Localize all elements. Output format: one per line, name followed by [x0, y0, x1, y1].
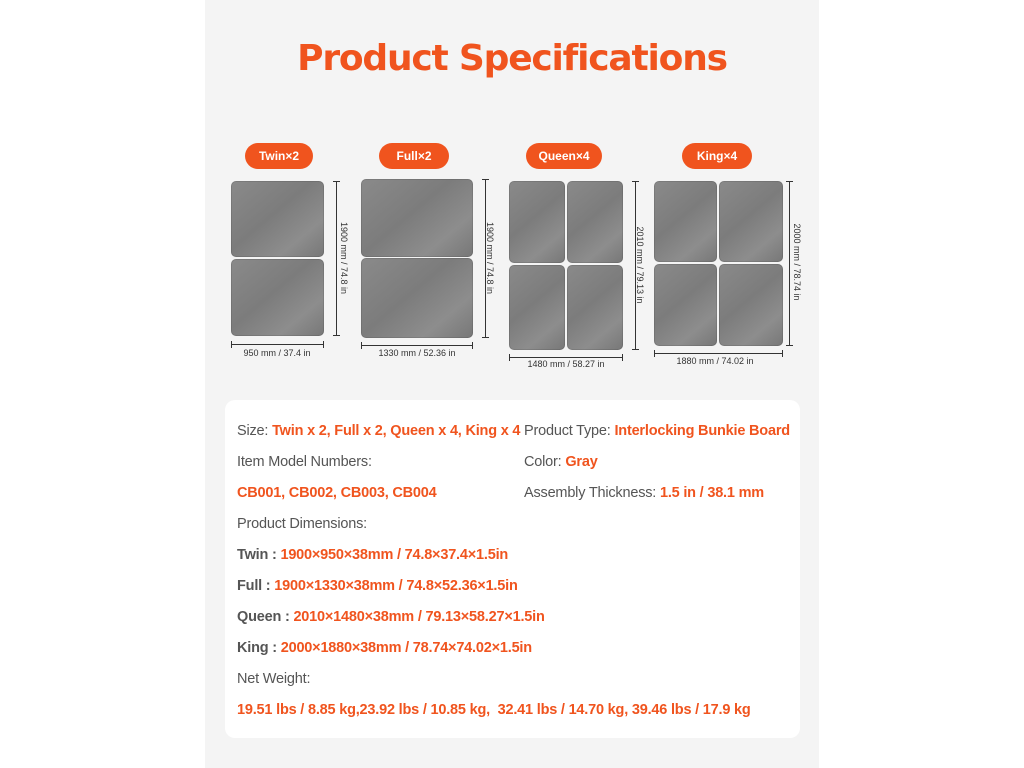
full-board-bottom: [361, 258, 473, 338]
spec-panel: [205, 0, 819, 768]
twin-board-bottom: [231, 259, 324, 336]
king-board-top-right: [719, 181, 783, 262]
spec-card: [225, 400, 800, 738]
size-value: Twin x 2, Full x 2, Queen x 4, King x 4: [272, 423, 521, 439]
queen-board-top-left: [509, 181, 565, 263]
full-height-label: 1900 mm / 74.8 in: [485, 221, 495, 295]
twin-board-top: [231, 181, 324, 257]
king-width-dimension-line: [654, 353, 783, 354]
dimension-row-queen: [237, 609, 545, 625]
full-width-dimension-line: [361, 345, 473, 346]
model-numbers-value: CB001, CB002, CB003, CB004: [237, 485, 437, 501]
dimension-row-twin: [237, 547, 508, 563]
queen-board-top-right: [567, 181, 623, 263]
queen-board-bottom-left: [509, 265, 565, 350]
full-size-badge: Full×2: [379, 143, 449, 169]
dimensions-label: Product Dimensions:: [237, 516, 367, 532]
twin-height-label: 1900 mm / 74.8 in: [339, 221, 349, 295]
king-board-bottom-right: [719, 264, 783, 346]
king-size-badge: King×4: [682, 143, 752, 169]
size-label: Size:: [237, 423, 269, 439]
full-width-label: 1330 mm / 52.36 in: [378, 348, 456, 358]
thickness-row: [524, 485, 764, 501]
color-row: [524, 454, 598, 470]
page-title: Product Specifications: [297, 38, 727, 79]
dimension-value: 2010×1480×38mm / 79.13×58.27×1.5in: [293, 609, 545, 625]
dimension-name: Full :: [237, 578, 271, 594]
color-value: Gray: [565, 454, 598, 470]
product-type-label: Product Type:: [524, 423, 611, 439]
dimension-row-full: [237, 578, 518, 594]
queen-size-badge: Queen×4: [526, 143, 602, 169]
size-row: [237, 423, 520, 439]
net-weight-value: 19.51 lbs / 8.85 kg,23.92 lbs / 10.85 kg, 32.41 lbs / 14.70 kg, 39.46 lbs / 17.9 kg: [237, 702, 751, 718]
full-board-top: [361, 179, 473, 257]
dimension-value: 2000×1880×38mm / 78.74×74.02×1.5in: [280, 640, 532, 656]
king-width-label: 1880 mm / 74.02 in: [676, 356, 754, 366]
thickness-label: Assembly Thickness:: [524, 485, 657, 501]
dimension-row-king: [237, 640, 532, 656]
king-height-dimension-line: [789, 181, 790, 346]
king-height-label: 2000 mm / 78.74 in: [792, 223, 802, 301]
queen-width-label: 1480 mm / 58.27 in: [527, 359, 605, 369]
model-numbers-label: Item Model Numbers:: [237, 454, 372, 470]
king-board-bottom-left: [654, 264, 717, 346]
queen-width-dimension-line: [509, 357, 623, 358]
dimension-name: Queen :: [237, 609, 290, 625]
color-label: Color:: [524, 454, 562, 470]
net-weight-label: Net Weight:: [237, 671, 311, 687]
dimension-value: 1900×1330×38mm / 74.8×52.36×1.5in: [274, 578, 518, 594]
product-type-value: Interlocking Bunkie Board: [614, 423, 790, 439]
thickness-value: 1.5 in / 38.1 mm: [659, 485, 764, 501]
dimension-name: King :: [237, 640, 277, 656]
twin-size-badge: Twin×2: [245, 143, 313, 169]
king-board-top-left: [654, 181, 717, 262]
dimension-value: 1900×950×38mm / 74.8×37.4×1.5in: [280, 547, 509, 563]
queen-board-bottom-right: [567, 265, 623, 350]
twin-width-label: 950 mm / 37.4 in: [243, 348, 311, 358]
twin-width-dimension-line: [231, 344, 324, 345]
queen-height-label: 2010 mm / 79.13 in: [635, 226, 645, 304]
dimension-name: Twin :: [237, 547, 277, 563]
twin-height-dimension-line: [336, 181, 337, 336]
product-type-row: [524, 423, 790, 439]
